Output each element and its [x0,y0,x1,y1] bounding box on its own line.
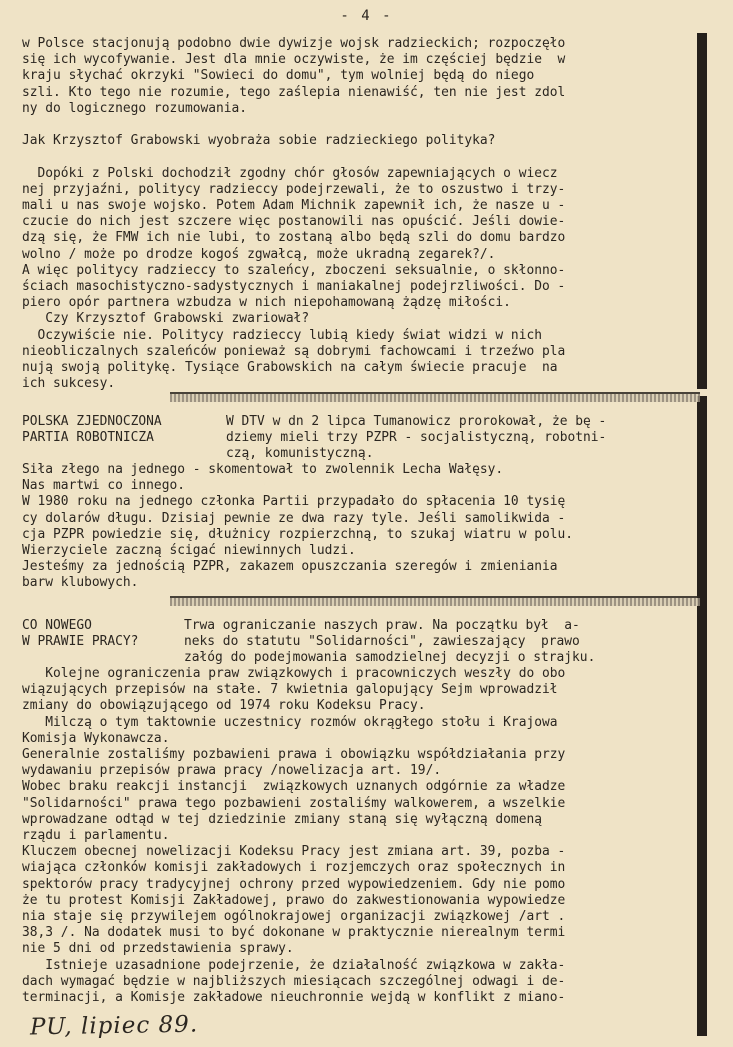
text-line: cja PZPR powiedzie się, dłużnicy rozpierzchną, to szukaj wiatru w polu. [22,526,574,542]
section-intro-pzpr [226,414,606,463]
text-line: Komisja Wykonawcza. [22,730,170,746]
text-line: piero opór partnera wzbudza w nich niepohamowaną żądzę miłości. [22,295,511,311]
heading-line: PARTIA ROBOTNICZA [22,430,154,446]
section-divider [170,596,700,606]
text-line: szli. Kto tego nie rozumie, tego zaślepia nienawiść, ten nie jest zdol [22,84,566,100]
section-pzpr-body [22,462,698,592]
text-line: nia staje się przywilejem ogólnokrajowej organizacji związkowej /art . [22,909,566,925]
text-line: Istnieje uzasadnione podejrzenie, że działalność związkowa w zakła- [22,957,566,973]
section-soviet-troops [22,36,698,392]
section-heading-labour-law [22,618,138,650]
text-line: cy dolarów długu. Dzisiaj pewnie ze dwa razy tyle. Jeśli samolikwida - [22,510,566,526]
section-divider [170,392,700,402]
text-line: nie 5 dni od przedstawienia sprawy. [22,941,294,957]
text-line: wiająca członków komisji zakładowych i rozjemczych oraz społecznych in [22,860,566,876]
text-line: Wobec braku reakcji instancji związkowych uznanych odgórnie za władze [22,779,566,795]
text-line: Nas martwi co innego. [22,478,185,494]
text-line: Wierzyciele zaczną ścigać niewinnych ludzi. [22,543,356,559]
text-line: Jak Krzysztof Grabowski wyobraża sobie radzieckiego polityka? [22,133,496,149]
text-line: spektorów pracy tradycyjnej ochrony przed wypowiedzeniem. Gdy nie pomo [22,876,566,892]
text-line: terminacji, a Komisje zakładowe nieuchronnie wejdą w konflikt z miano- [22,990,566,1006]
text-line: ny do logicznego rozumowania. [22,100,248,116]
text-line: wolno / może po drodze kogoś zgwałcą, może ukradną zegarek?/. [22,246,496,262]
text-line: Generalnie zostaliśmy pozbawieni prawa i obowiązku współdziałania przy [22,747,566,763]
right-margin-bar [697,33,707,389]
text-line: nej przyjaźni, politycy radzieccy podejrzewali, że to oszustwo i trzy- [22,181,566,197]
intro-line: czą, komunistyczną. [226,446,374,462]
text-line: dzą się, że FMW ich nie lubi, to zostaną albo będą szli do domu bardzo [22,230,566,246]
page-number: - 4 - [340,8,393,24]
heading-line: POLSKA ZJEDNOCZONA [22,414,162,429]
text-line: Czy Krzysztof Grabowski zwariował? [22,311,310,327]
text-line: Milczą o tym taktownie uczestnicy rozmów okrągłego stołu i Krajowa [22,714,558,730]
intro-line: Trwa ograniczanie naszych praw. Na początku był a- [184,618,580,633]
intro-line: dziemy mieli trzy PZPR - socjalistyczną, robotni- [226,430,607,446]
text-line: rządu i parlamentu. [22,828,170,844]
intro-line: załóg do podejmowania samodzielnej decyzji o strajku. [184,650,596,666]
text-line: Dopóki z Polski dochodził zgodny chór głosów zapewniających o wiecz [22,165,558,181]
text-line: ściach masochistyczno-sadystycznych i maniakalnej podejrzliwości. Do - [22,279,566,295]
text-line: nieobliczalnych szaleńców ponieważ są dobrymi fachowcami i trzeźwo pla [22,343,566,359]
text-line: kraju słychać okrzyki "Sowieci do domu", tym wolniej będą do niego [22,68,535,84]
text-line: barw klubowych. [22,575,139,591]
text-line: ich sukcesy. [22,376,116,392]
text-line: w Polsce stacjonują podobno dwie dywizje wojsk radzieckich; rozpoczęło [22,36,566,51]
text-line: "Solidarności" prawa tego pozbawieni zostaliśmy walkowerem, a wszelkie [22,795,566,811]
intro-line: W DTV w dn 2 lipca Tumanowicz prorokował, że bę - [226,414,607,429]
text-line: Jesteśmy za jednością PZPR, zakazem opuszczania szeregów i zmieniania [22,559,558,575]
text-line: Kolejne ograniczenia praw związkowych i pracowniczych weszły do obo [22,666,566,681]
handwritten-note: PU, lipiec 89. [29,1011,199,1041]
text-line: wydawaniu przepisów prawa pracy /nowelizacja art. 19/. [22,763,442,779]
right-margin-bar [697,396,707,1036]
heading-line: CO NOWEGO [22,618,92,633]
section-labour-law-body [22,666,698,1006]
text-line: zmiany do obowiązującego od 1974 roku Kodeksu Pracy. [22,698,426,714]
text-line: że tu protest Komisji Zakładowej, prawo do zakwestionowania wypowiedze [22,892,566,908]
text-line: się ich wycofywanie. Jest dla mnie oczywiste, że im częściej będzie w [22,52,566,68]
intro-line: neks do statutu "Solidarności", zawieszający prawo [184,634,580,650]
text-line [22,117,698,133]
text-line: Kluczem obecnej nowelizacji Kodeksu Pracy jest zmiana art. 39, pozba - [22,844,566,860]
text-line: W 1980 roku na jednego członka Partii przypadało do spłacenia 10 tysię [22,494,566,510]
text-line [22,149,698,165]
text-line: Oczywiście nie. Politycy radzieccy lubią kiedy świat widzi w nich [22,327,542,343]
text-line: mali u nas swoje wojsko. Potem Adam Michnik zapewnił ich, że nasze u - [22,198,566,214]
text-line: Siła złego na jednego - skomentował to zwolennik Lecha Wałęsy. [22,462,504,477]
text-line: wiązujących przepisów na stałe. 7 kwietnia galopujący Sejm wprowadził [22,682,558,698]
text-line: czucie do nich jest szczere więc postanowili nas opuścić. Jeśli dowie- [22,214,566,230]
text-line: wprowadzane odtąd w tej dziedzinie zmiany staną się wyłączną domeną [22,811,542,827]
text-line: A więc politycy radzieccy to szaleńcy, zboczeni seksualnie, o skłonno- [22,262,566,278]
text-line: nują swoją politykę. Tysiące Grabowskich na całym świecie pracuje na [22,360,558,376]
heading-line: W PRAWIE PRACY? [22,634,139,650]
section-intro-labour-law [184,618,595,667]
section-heading-pzpr [22,414,162,446]
text-line: dach wymagać będzie w najbliższych miesiącach szczególnej odwagi i de- [22,973,566,989]
text-line: 38,3 /. Na dodatek musi to być dokonane w praktycznie nierealnym termi [22,925,566,941]
